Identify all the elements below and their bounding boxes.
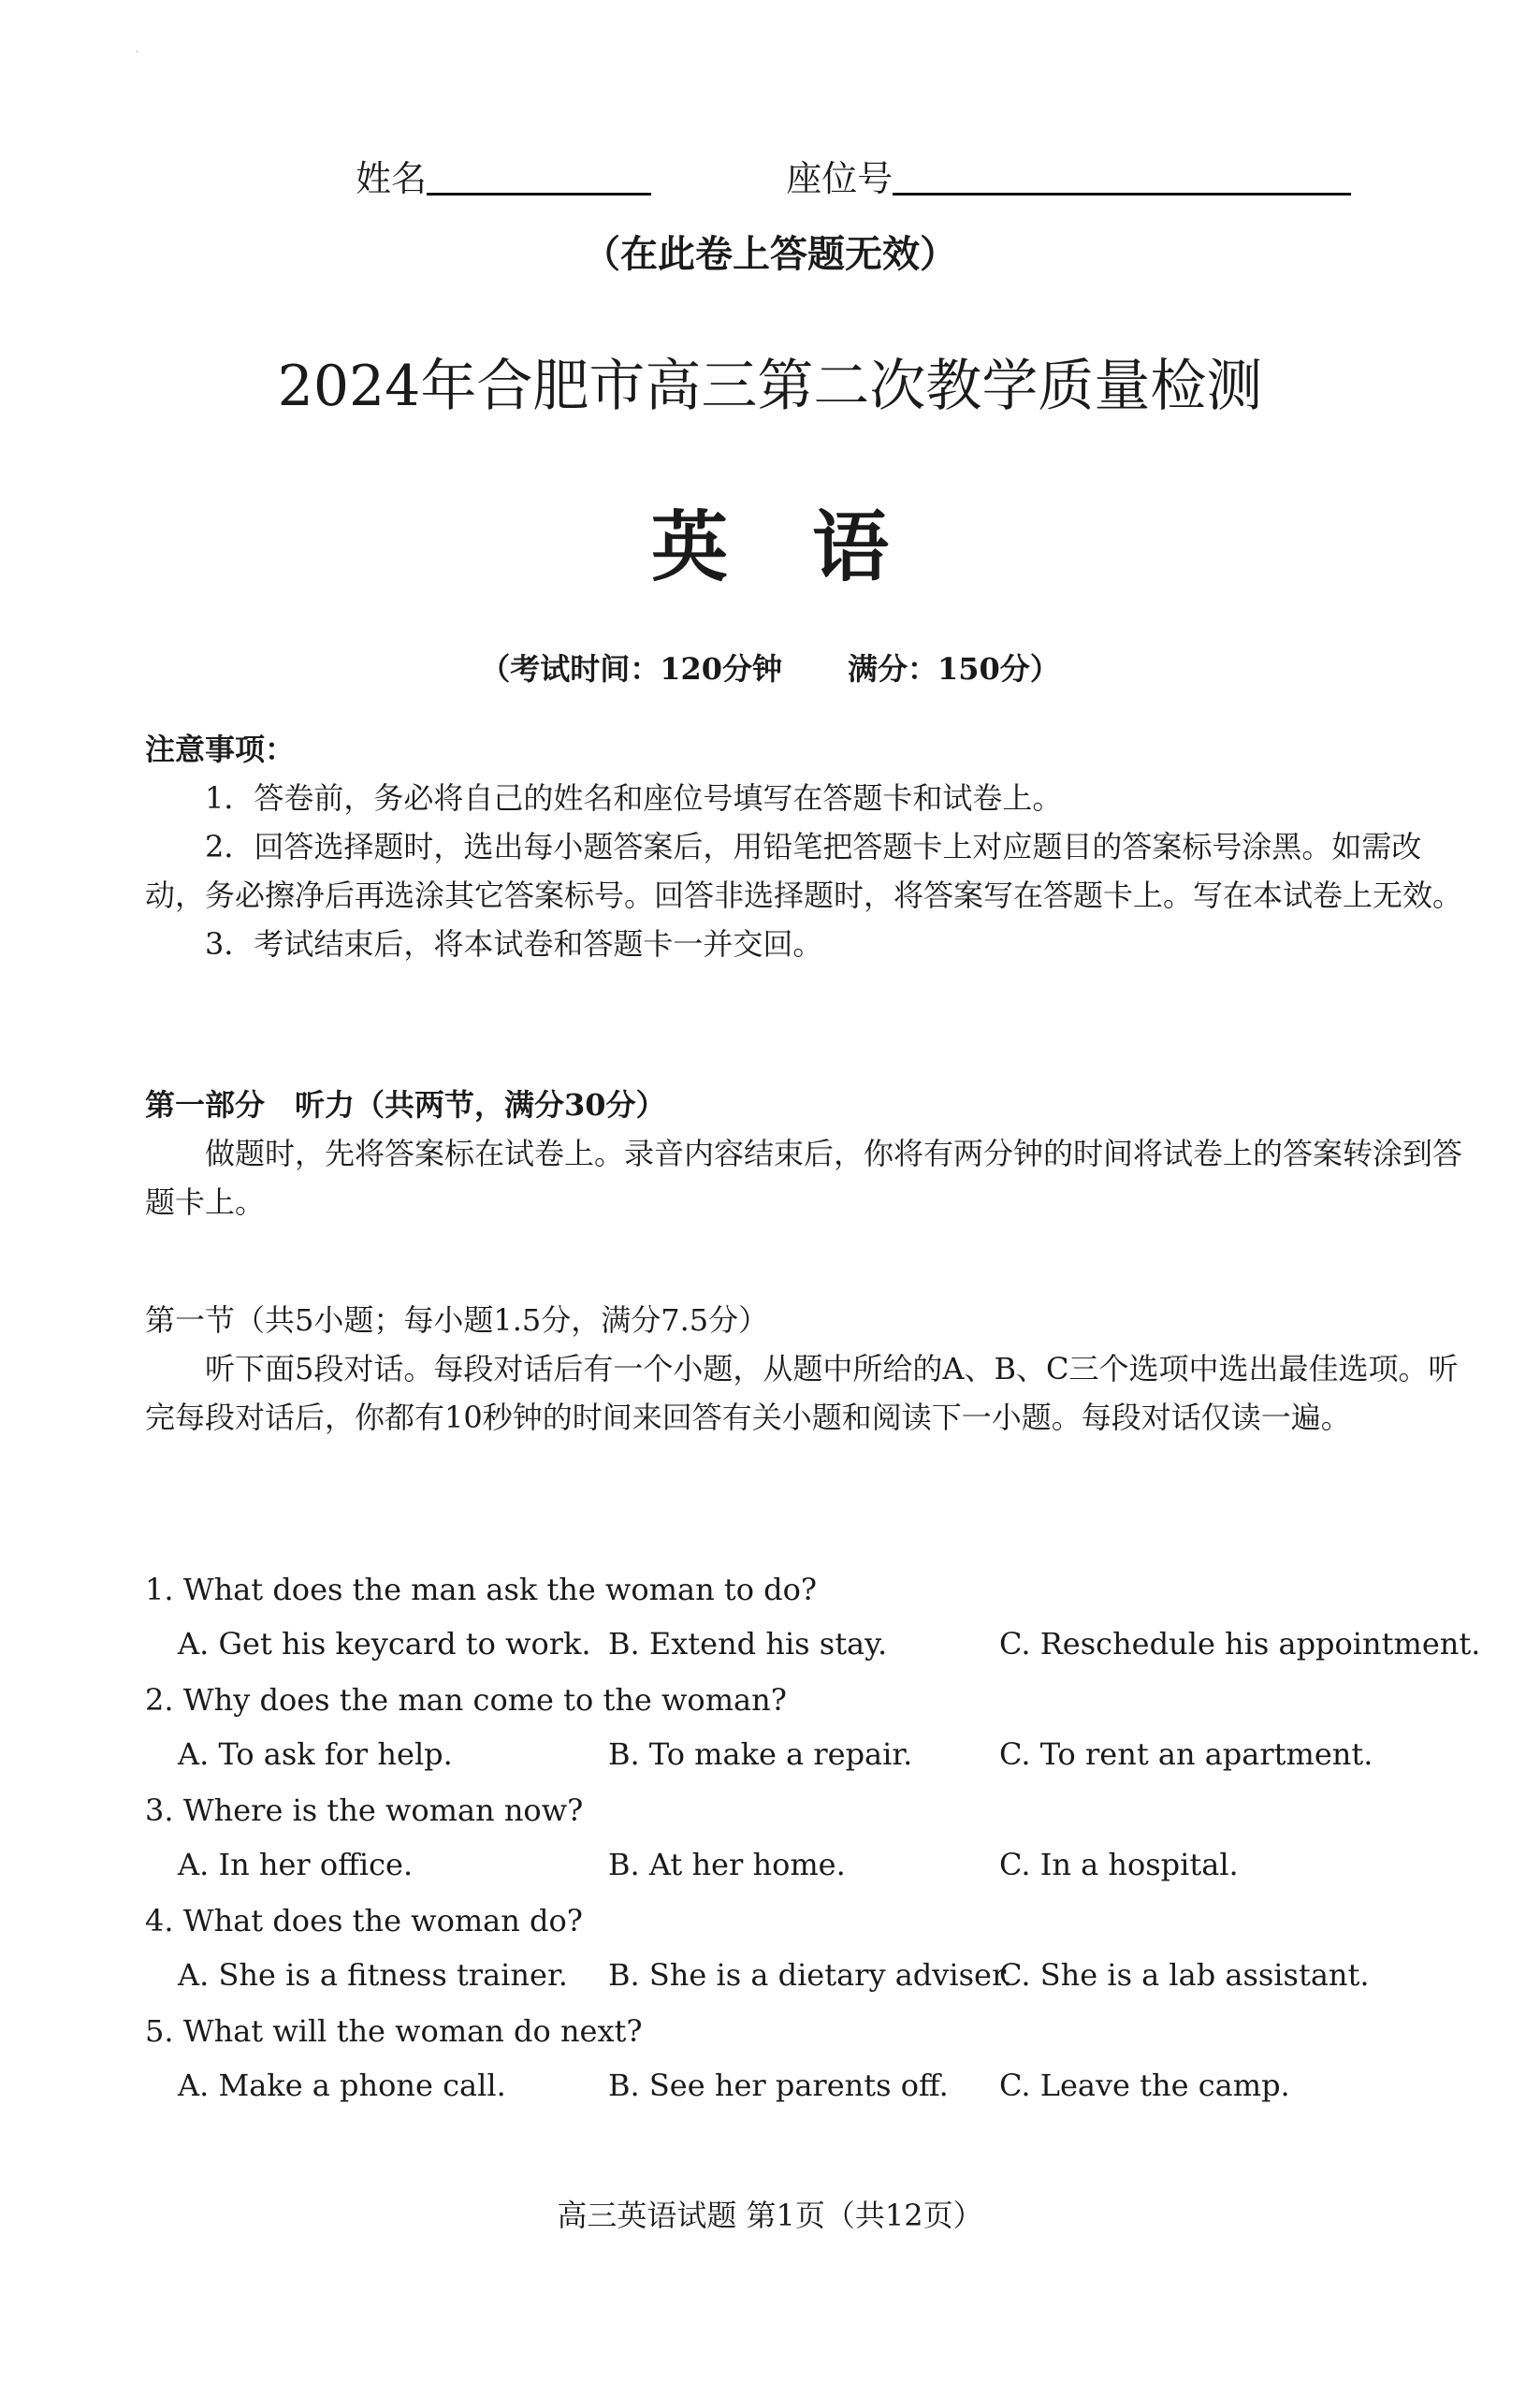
question-4-option-c: C. She is a lab assistant.	[999, 1957, 1370, 1993]
question-1-option-b: B. Extend his stay.	[608, 1626, 888, 1662]
notes-heading: 注意事项：	[145, 732, 296, 767]
question-2-option-a: A. To ask for help.	[178, 1736, 453, 1772]
seat-label: 座位号	[786, 158, 893, 199]
name-label: 姓名	[356, 158, 428, 199]
exam-info	[0, 646, 1540, 689]
notes-section	[145, 725, 1478, 968]
question-3-option-b: B. At her home.	[608, 1847, 846, 1882]
section1	[145, 1296, 1478, 1442]
part1-heading: 第一部分 听力（共两节，满分30分）	[145, 1087, 666, 1123]
section1-instruction: 听下面5段对话。每段对话后有一个小题，从题中所给的A、B、C三个选项中选出最佳选项。听完每段对话后，你都有10秒钟的时间来回答有关小题和阅读下一小题。每段对话仅读一遍。	[145, 1351, 1459, 1435]
name-blank	[427, 193, 651, 196]
question-3: 3. Where is the woman now?	[145, 1793, 584, 1828]
question-2: 2. Why does the man come to the woman?	[145, 1682, 787, 1718]
question-3-option-c: C. In a hospital.	[999, 1847, 1239, 1882]
question-1: 1. What does the man ask the woman to do?	[145, 1572, 818, 1607]
scan-corner-mark: .	[136, 45, 139, 55]
page-footer: 高三英语试题 第1页（共12页）	[557, 2198, 983, 2233]
exam-score: 满分：150分）	[848, 651, 1060, 687]
part1-instruction: 做题时，先将答案标在试卷上。录音内容结束后，你将有两分钟的时间将试卷上的答案转涂到答题卡上。	[145, 1136, 1463, 1220]
note-item-3: 3．考试结束后，将本试卷和答题卡一并交回。	[205, 926, 823, 962]
section1-heading: 第一节（共5小题；每小题1.5分，满分7.5分）	[145, 1302, 769, 1338]
subject-title: 英语	[650, 502, 973, 592]
note-item-1: 1．答卷前，务必将自己的姓名和座位号填写在答题卡和试卷上。	[205, 780, 1063, 816]
question-4-option-b: B. She is a dietary adviser.	[608, 1957, 1012, 1993]
invalid-notice: （在此卷上答题无效）	[583, 232, 957, 276]
exam-time: （考试时间：120分钟	[480, 651, 782, 687]
question-1-option-c: C. Reschedule his appointment.	[999, 1626, 1481, 1662]
exam-title: 2024年合肥市高三第二次教学质量检测	[277, 354, 1263, 419]
student-info-row	[356, 150, 1351, 201]
question-5-option-b: B. See her parents off.	[608, 2068, 949, 2103]
question-2-option-b: B. To make a repair.	[608, 1736, 913, 1772]
question-5-option-c: C. Leave the camp.	[999, 2068, 1290, 2103]
part1-section	[145, 1081, 1478, 1227]
question-4: 4. What does the woman do?	[145, 1903, 583, 1938]
question-2-option-c: C. To rent an apartment.	[999, 1736, 1373, 1772]
note-item-2: 2．回答选择题时，选出每小题答案后，用铅笔把答题卡上对应题目的答案标号涂黑。如需改动，务必擦净后再选涂其它答案标号。回答非选择题时，将答案写在答题卡上。写在本试卷上无效。	[145, 829, 1463, 913]
question-5: 5. What will the woman do next?	[145, 2013, 643, 2049]
question-3-option-a: A. In her office.	[178, 1847, 414, 1882]
question-5-option-a: A. Make a phone call.	[178, 2068, 506, 2103]
question-4-option-a: A. She is a fitness trainer.	[178, 1957, 568, 1993]
seat-blank	[893, 193, 1351, 196]
question-1-option-a: A. Get his keycard to work.	[178, 1626, 591, 1662]
